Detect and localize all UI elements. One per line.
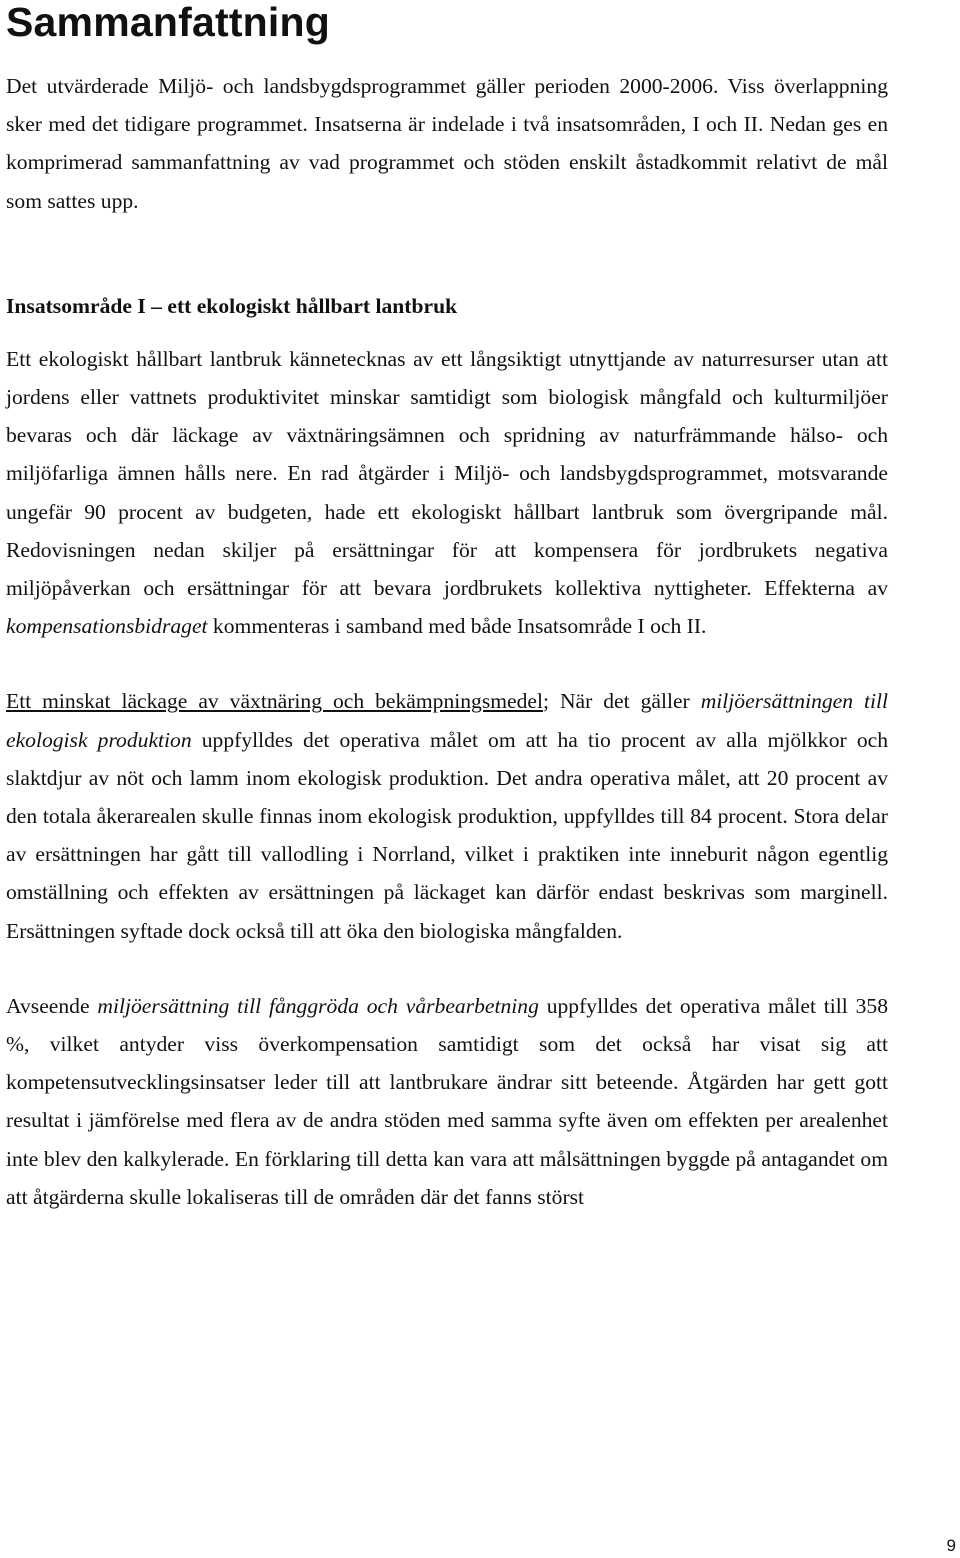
paragraph-2-text-a: ; När det gäller (543, 689, 701, 714)
paragraph-3-text-b: uppfylldes det operativa målet till 358 %, vilket antyder viss överkompensation samtidigt som det också har visat sig att kompetensutvecklingsinsatser leder till att lantbrukare ändrar sitt beteende. Åtgärden har gett gott resultat i jämförelse med flera av de andra stöden med samma syfte även om effekten per arealenhet inte blev den kalkylerade. En förklaring till detta kan vara att målsättningen byggde på antagandet om att åtgärderna skulle lokaliseras till de områden där det fanns störst (6, 993, 889, 1209)
section-heading: Insatsområde I – ett ekologiskt hållbart lantbruk (6, 293, 458, 318)
paragraph-2-underlined: Ett minskat läckage av växtnäring och bekämpningsmedel (6, 689, 543, 714)
page-number: 9 (946, 1536, 956, 1555)
paragraph-2-text-b: uppfylldes det operativa målet om att ha tio procent av alla mjölkkor och slaktdjur av nöt och lamm inom ekologisk produktion. Det andra operativa målet, att 20 procent av den totala åkerarealen skulle finnas inom ekologisk produktion, uppfylldes till 84 procent. Stora delar av ersättningen har gått till vallodling i Norrland, vilket i praktiken inte inneburit någon egentlig omställning och effekten av ersättningen på läckaget kan därför endast beskrivas som marginell. Ersättningen syftade dock också till att öka den biologiska mångfalden. (6, 727, 888, 943)
paragraph-3-text-a: Avseende (6, 993, 98, 1018)
paragraph-1-text-b: kommenteras i samband med både Insatsområde I och II. (207, 614, 707, 639)
paragraph-1 (6, 340, 888, 646)
paragraph-1-text-a: Ett ekologiskt hållbart lantbruk kännetecknas av ett långsiktigt utnyttjande av naturresurser utan att jordens eller vattnets produktivitet minskar samtidigt som biologisk mångfald och kulturmiljöer bevaras och där läckage av växtnäringsämnen och spridning av naturfrämmande hälso- och miljöfarliga ämnen hålls nere. En rad åtgärder i Miljö- och landsbygdsprogrammet, motsvarande ungefär 90 procent av budgeten, hade ett ekologiskt hållbart lantbruk som övergripande mål. Redovisningen nedan skiljer på ersättningar för att kompensera för jordbrukets negativa miljöpåverkan och ersättningar för att bevara jordbrukets kollektiva nyttigheter. Effekterna av (6, 346, 888, 601)
document-page (6, 0, 888, 1216)
page-title: Sammanfattning (6, 0, 330, 45)
paragraph-3-italic: miljöersättning till fånggröda och vårbearbetning (97, 993, 539, 1018)
paragraph-1-italic: kompensationsbidraget (6, 614, 208, 639)
paragraph-2 (6, 682, 888, 949)
intro-paragraph: Det utvärderade Miljö- och landsbygdsprogrammet gäller perioden 2000-2006. Viss överlappning sker med det tidigare programmet. Insatserna är indelade i två insatsområden, I och II. Nedan ges en komprimerad sammanfattning av vad programmet och stöden enskilt åstadkommit relativt de mål som sattes upp. (6, 74, 888, 213)
paragraph-3 (6, 987, 888, 1216)
paragraph-2-italic: miljöersättningen till ekologisk produktion (6, 689, 888, 752)
